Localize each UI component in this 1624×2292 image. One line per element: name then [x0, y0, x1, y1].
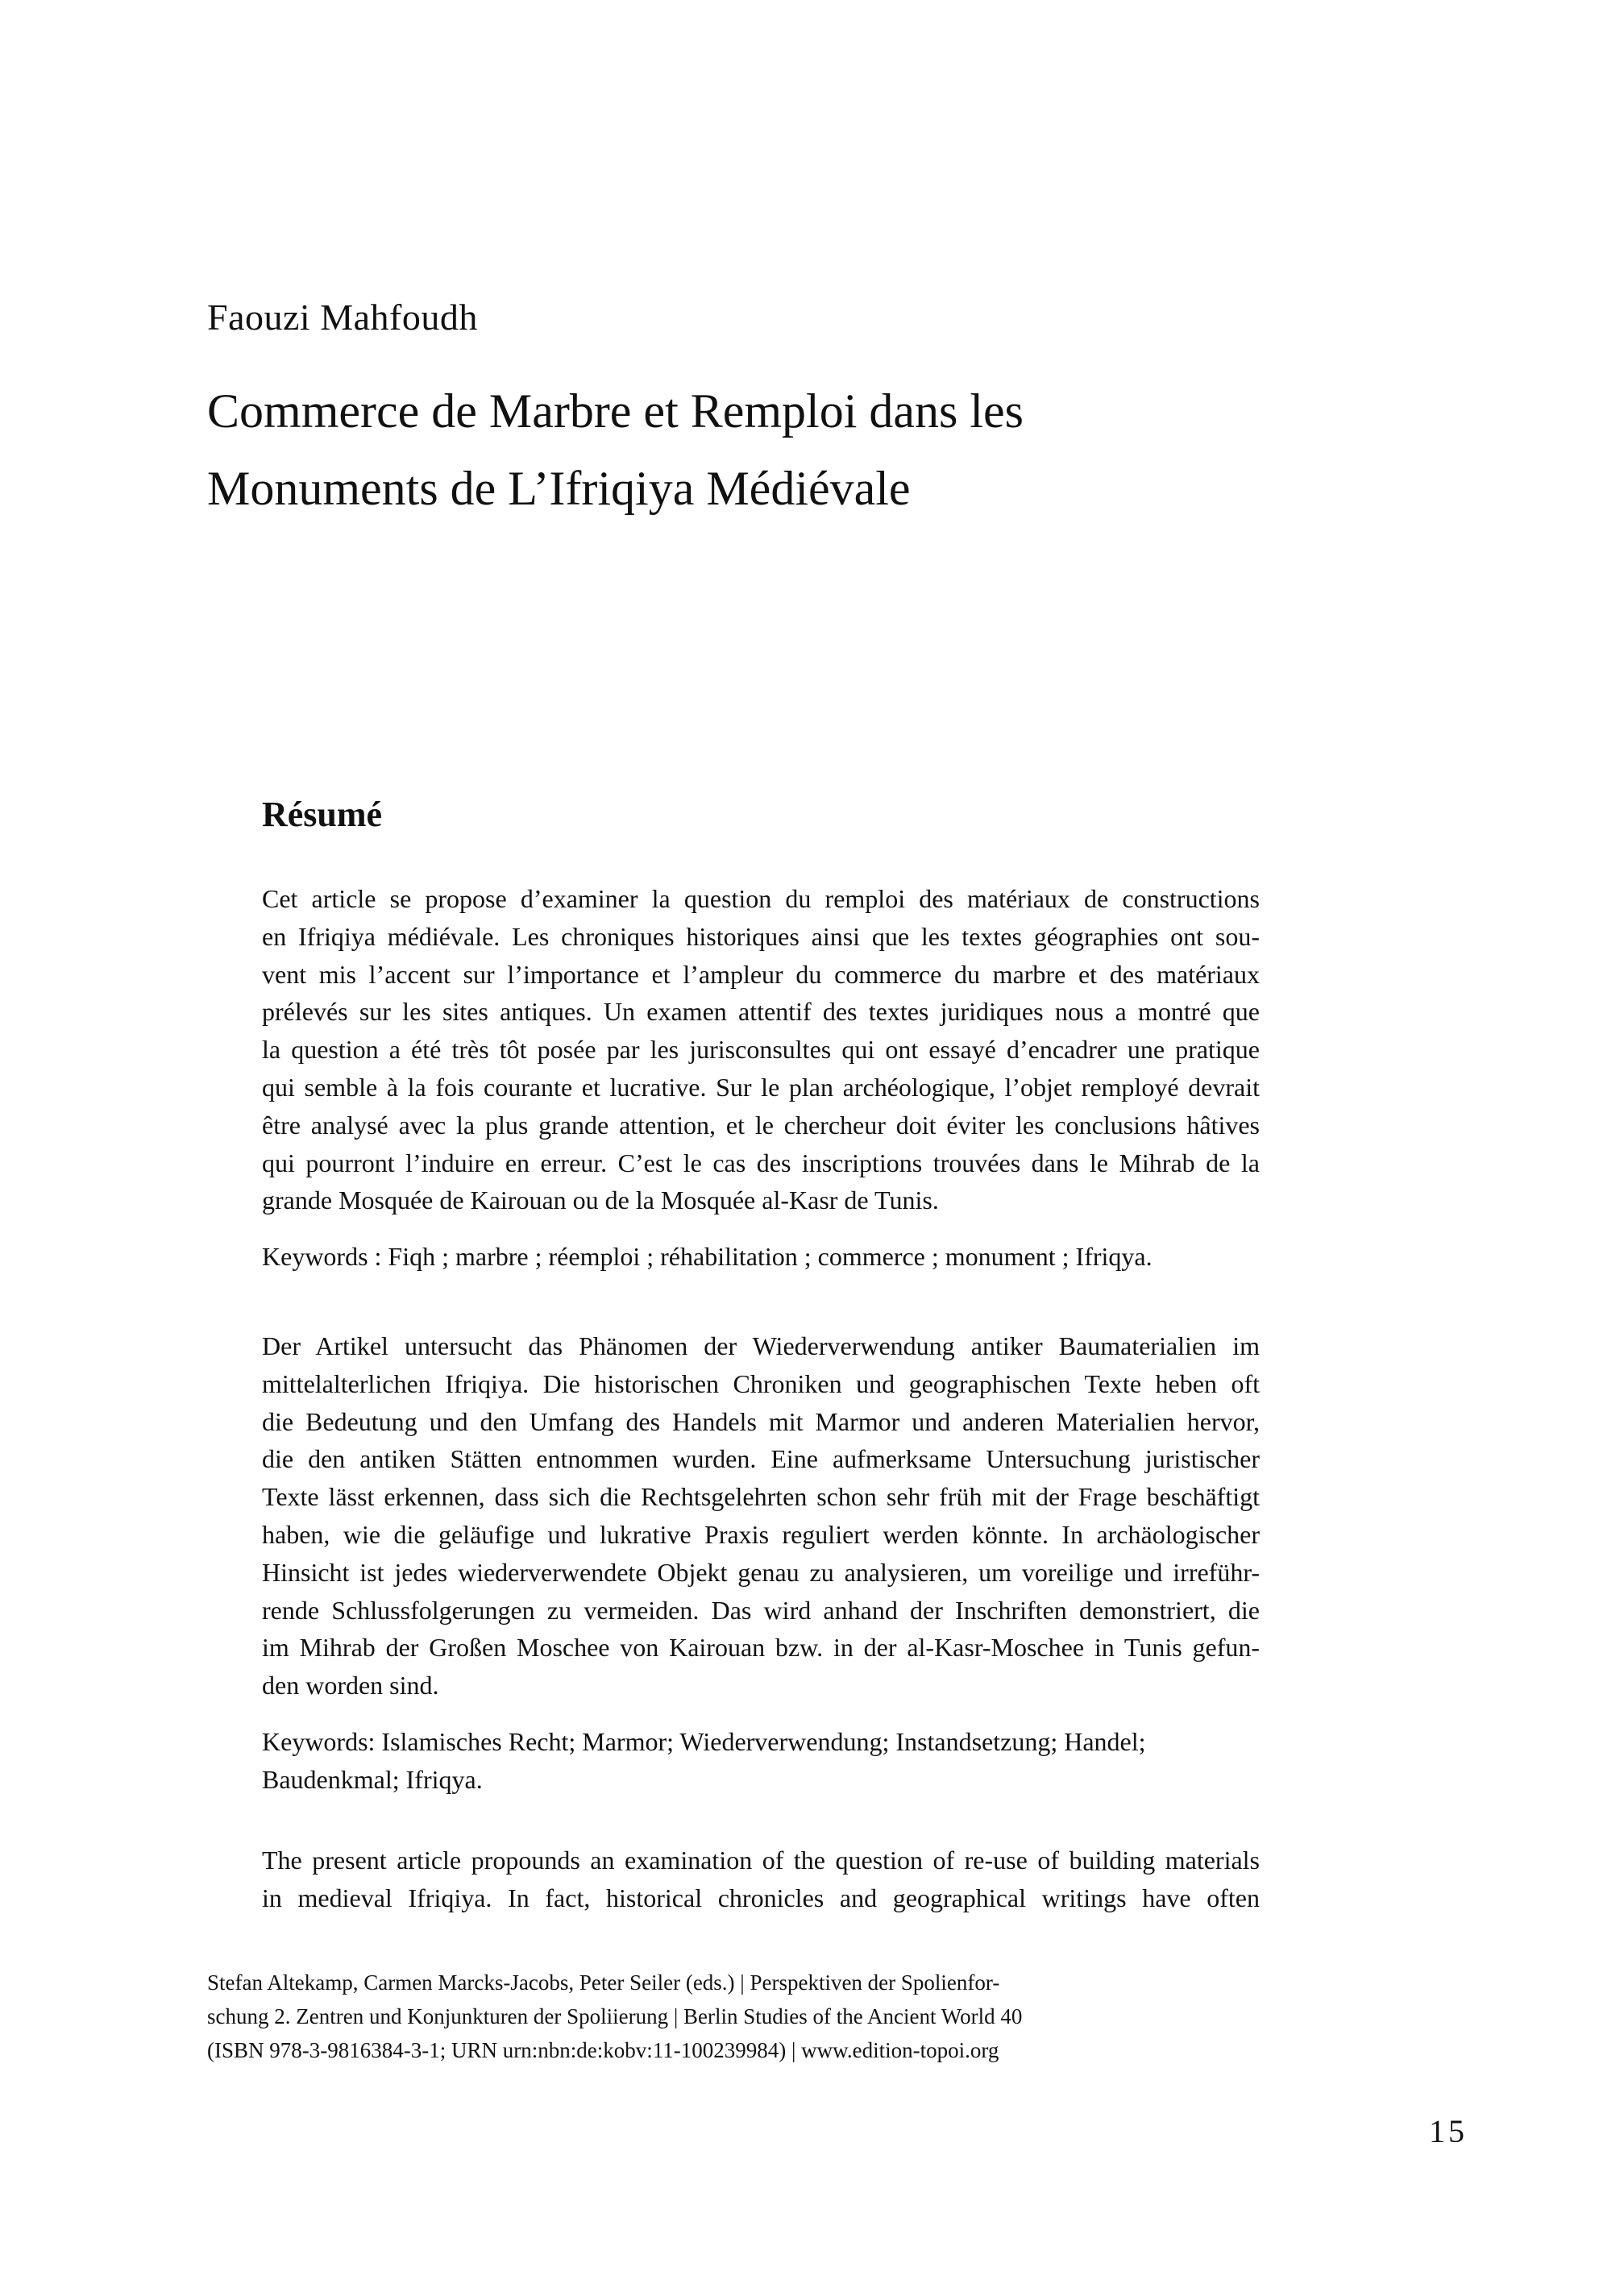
citation-line: Stefan Altekamp, Carmen Marcks-Jacobs, Peter Seiler (eds.) | Perspektiven der Spolienfor- [207, 1970, 1000, 1995]
french-abstract-line: qui semble à la fois courante et lucrative. Sur le plan archéologique, l’objet remployé devrait [262, 1072, 1260, 1102]
french-keywords-line: Keywords : Fiqh ; marbre ; réemploi ; réhabilitation ; commerce ; monument ; Ifriqya. [262, 1242, 1153, 1271]
german-keywords-line: Baudenkmal; Ifriqya. [262, 1764, 483, 1794]
french-abstract-line: Cet article se propose d’examiner la question du remploi des matériaux de constructions [262, 884, 1260, 913]
german-abstract [262, 1327, 1260, 1704]
article-title [207, 372, 1255, 527]
english-abstract-line: The present article propounds an examination of the question of re-use of building materials [262, 1846, 1260, 1875]
page-number: 15 [1429, 2113, 1468, 2149]
french-abstract-line: être analysé avec la plus grande attention, et le chercheur doit éviter les conclusions hâtives [262, 1110, 1260, 1140]
french-abstract-line: vent mis l’accent sur l’importance et l’ampleur du commerce du marbre et des matériaux [262, 959, 1260, 989]
citation-line: (ISBN 978-3-9816384-3-1; URN urn:nbn:de:kobv:11-100239984) | www.edition-topoi.org [207, 2038, 999, 2062]
english-abstract [262, 1841, 1260, 1917]
german-keywords [262, 1723, 1260, 1799]
french-abstract-line: grande Mosquée de Kairouan ou de la Mosquée al-Kasr de Tunis. [262, 1185, 939, 1215]
title-line: Monuments de L’Ifriqiya Médiévale [207, 462, 911, 515]
resume-heading: Résumé [262, 795, 383, 834]
french-abstract-line: en Ifriqiya médiévale. Les chroniques historiques ainsi que les textes géographies ont sou- [262, 921, 1260, 951]
german-abstract-line: mittelalterlichen Ifriqiya. Die historischen Chroniken und geographischen Texte heben oft [262, 1368, 1260, 1398]
german-abstract-line: Texte lässt erkennen, dass sich die Rechtsgelehrten schon sehr früh mit der Frage beschäftigt [262, 1482, 1260, 1512]
german-abstract-line: den worden sind. [262, 1671, 439, 1700]
german-abstract-line: rende Schlussfolgerungen zu vermeiden. Das wird anhand der Inschriften demonstriert, die [262, 1595, 1260, 1625]
german-abstract-line: im Mihrab der Großen Moschee von Kairouan bzw. in der al-Kasr-Moschee in Tunis gefun- [262, 1633, 1260, 1663]
citation-line: schung 2. Zentren und Konjunkturen der Spoliierung | Berlin Studies of the Ancient World 40 [207, 2004, 1023, 2028]
german-keywords-line: Keywords: Islamisches Recht; Marmor; Wiederverwendung; Instandsetzung; Handel; [262, 1727, 1146, 1756]
french-keywords [262, 1238, 1260, 1276]
french-abstract-line: prélevés sur les sites antiques. Un examen attentif des textes juridiques nous a montré que [262, 997, 1260, 1027]
french-abstract [262, 880, 1260, 1219]
french-abstract-line: la question a été très tôt posée par les jurisconsultes qui ont essayé d’encadrer une pratique [262, 1035, 1260, 1065]
author-name: Faouzi Mahfoudh [207, 297, 478, 338]
english-abstract-line: in medieval Ifriqiya. In fact, historical chronicles and geographical writings have often [262, 1883, 1260, 1912]
german-abstract-line: haben, wie die geläufige und lukrative Praxis reguliert werden könnte. In archäologischer [262, 1519, 1260, 1549]
title-line: Commerce de Marbre et Remploi dans les [207, 384, 1024, 438]
citation-footnote [207, 1966, 1207, 2067]
german-abstract-line: Hinsicht ist jedes wiederverwendete Objekt genau zu analysieren, um voreilige und irreführ- [262, 1557, 1260, 1587]
german-abstract-line: die den antiken Stätten entnommen wurden. Eine aufmerksame Untersuchung juristischer [262, 1444, 1260, 1474]
german-abstract-line: Der Artikel untersucht das Phänomen der Wiederverwendung antiker Baumaterialien im [262, 1331, 1260, 1360]
german-abstract-line: die Bedeutung und den Umfang des Handels mit Marmor und anderen Materialien hervor, [262, 1406, 1260, 1436]
french-abstract-line: qui pourront l’induire en erreur. C’est le cas des inscriptions trouvées dans le Mihrab de la [262, 1148, 1260, 1177]
